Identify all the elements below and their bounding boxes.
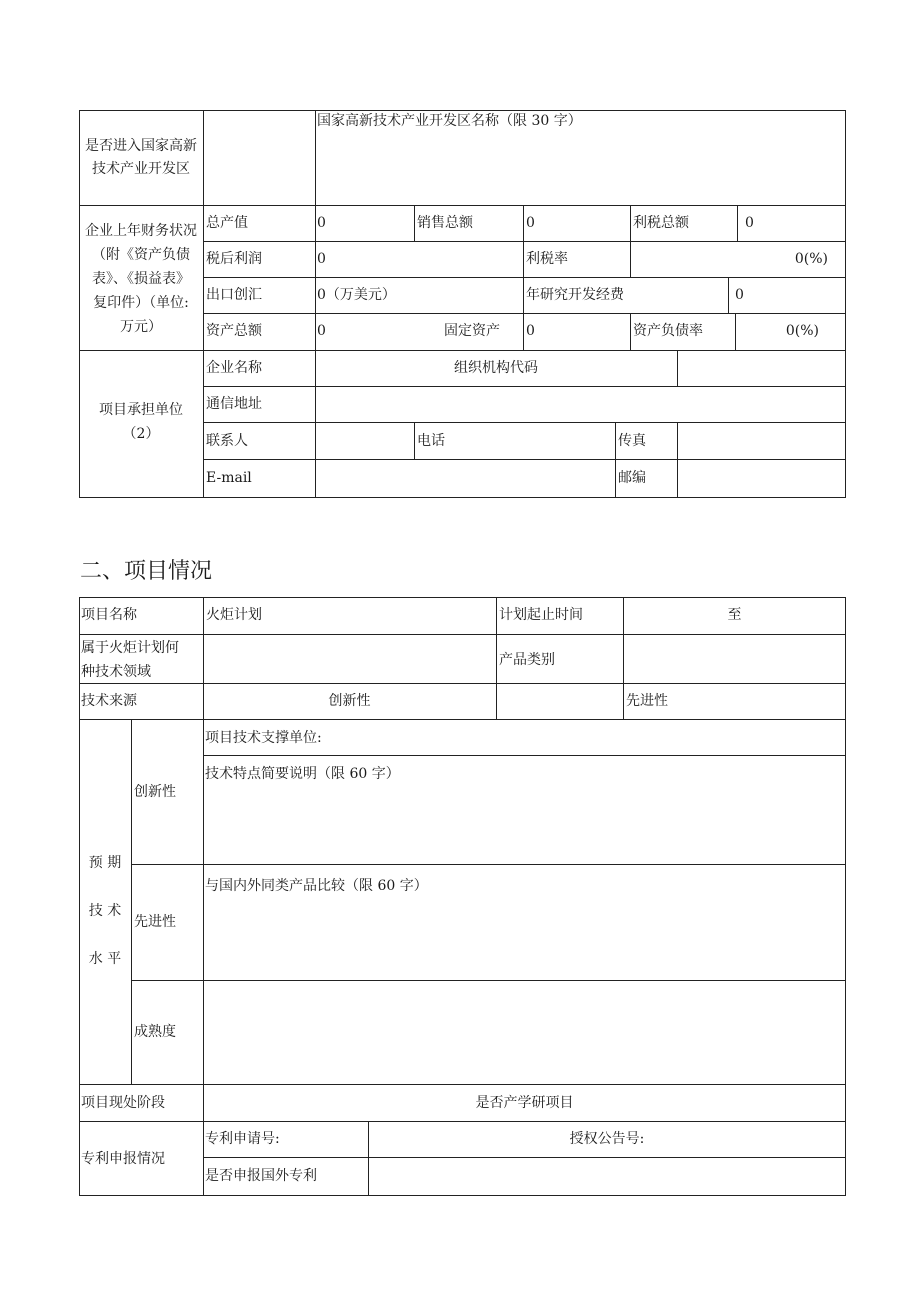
export-value: 0（万美元） (317, 287, 396, 303)
export-label: 出口创汇 (206, 287, 262, 303)
dev-zone-question-line1: 是否进入国家高新 (85, 138, 197, 154)
finance-label-line2: （附《资产负债 (92, 247, 190, 263)
profit-tax-rate-label: 利税率 (526, 251, 568, 267)
finance-label-line1: 企业上年财务状况 (85, 223, 197, 239)
dev-zone-question-line2: 技术产业开发区 (92, 161, 190, 177)
postcode-label: 邮编 (618, 470, 646, 486)
plan-period-value: 至 (727, 607, 742, 623)
contact-label: 联系人 (206, 433, 248, 449)
foreign-patent-label: 是否申报国外专利 (205, 1168, 317, 1184)
plan-period-label: 计划起止时间 (499, 607, 583, 623)
expected-level-line2: 技 术 (88, 903, 122, 919)
profit-tax-rate-value: 0(%) (794, 251, 828, 267)
maturity-label: 成熟度 (134, 1024, 176, 1040)
after-tax-profit-label: 税后利润 (206, 251, 262, 267)
patent-app-no-label: 专利申请号: (205, 1131, 280, 1147)
total-output-value: 0 (317, 215, 326, 231)
rd-label: 年研究开发经费 (526, 287, 624, 303)
total-assets-label: 资产总额 (206, 323, 262, 339)
tech-field-label-line1: 属于火炬计划何 (81, 640, 179, 656)
innovation-header: 创新性 (328, 693, 371, 709)
project-name-value: 火炬计划 (206, 607, 262, 623)
project-unit-label-line1: 项目承担单位 (99, 402, 183, 418)
org-code-label: 组织机构代码 (454, 360, 538, 376)
address-label: 通信地址 (206, 396, 262, 412)
rd-value: 0 (735, 287, 744, 303)
profit-tax-total-value: 0 (745, 215, 754, 231)
finance-label-line3: 表》、《损益表》 (92, 271, 190, 287)
profit-tax-total-label: 利税总额 (633, 215, 689, 231)
patent-label: 专利申报情况 (81, 1151, 165, 1167)
finance-label-line5: 万元） (120, 319, 162, 335)
tech-field-label-line2: 种技术领域 (81, 664, 151, 680)
company-name-label: 企业名称 (206, 360, 262, 376)
fax-label: 传真 (618, 433, 646, 449)
email-label: E-mail (206, 470, 252, 486)
total-assets-value: 0 (317, 323, 326, 339)
tech-source-label: 技术来源 (81, 693, 137, 709)
innovation-row-label: 创新性 (134, 784, 176, 800)
project-unit-label-line2: （2） (122, 426, 160, 442)
section-heading: 二、项目情况 (80, 559, 213, 584)
expected-level-line1: 预 期 (88, 855, 122, 871)
product-category-label: 产品类别 (499, 652, 555, 668)
project-name-label: 项目名称 (81, 607, 137, 623)
support-unit-label: 项目技术支撑单位: (205, 730, 322, 746)
debt-ratio-label: 资产负债率 (633, 323, 703, 339)
dev-zone-name-label: 国家高新技术产业开发区名称（限 30 字） (317, 113, 582, 129)
expected-level-line3: 水 平 (88, 951, 122, 967)
tech-features-label: 技术特点简要说明（限 60 字） (205, 766, 400, 782)
total-output-label: 总产值 (206, 215, 248, 231)
debt-ratio-value: 0(%) (785, 323, 819, 339)
industry-univ-label: 是否产学研项目 (475, 1095, 574, 1111)
comparison-label: 与国内外同类产品比较（限 60 字） (205, 878, 428, 894)
fixed-assets-label: 固定资产 (444, 323, 500, 339)
advanced-header: 先进性 (626, 693, 668, 709)
finance-label-line4: 复印件）（单位: (93, 295, 189, 311)
total-sales-label: 销售总额 (417, 215, 473, 231)
advanced-row-label: 先进性 (134, 914, 176, 930)
total-sales-value: 0 (526, 215, 535, 231)
fixed-assets-value: 0 (526, 323, 535, 339)
stage-label: 项目现处阶段 (81, 1095, 165, 1111)
after-tax-profit-value: 0 (317, 251, 326, 267)
auth-notice-no-label: 授权公告号: (569, 1131, 645, 1147)
phone-label: 电话 (417, 433, 445, 449)
